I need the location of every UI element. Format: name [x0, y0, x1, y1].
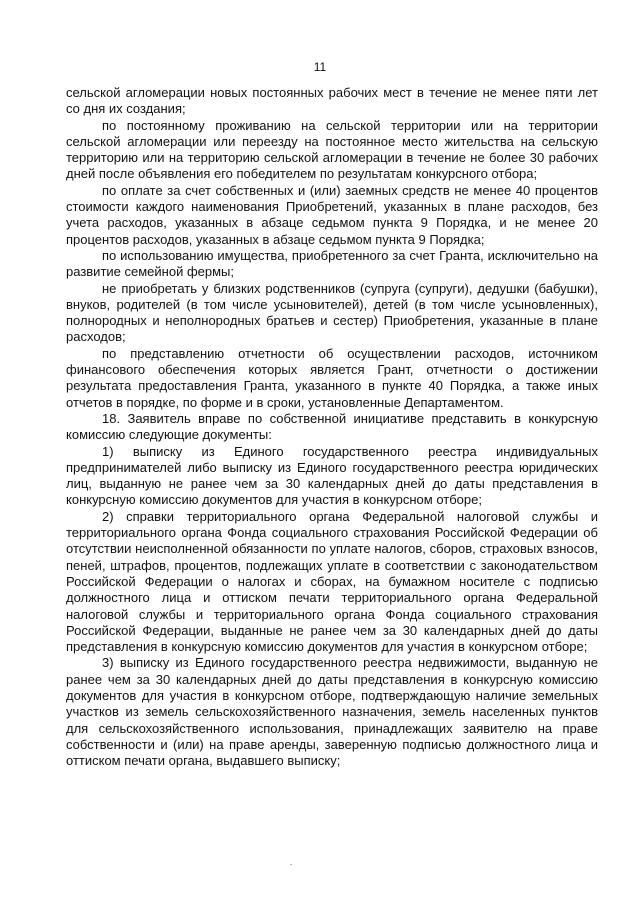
paragraph-continuation: сельской агломерации новых постоянных рабочих мест в течение не менее пяти лет со дня их создания;	[66, 85, 598, 117]
paragraph-subitem-2: 2) справки территориального органа Федеральной налоговой службы и территориального органа Фонда социального страхования Российской Федерации об отсутствии неисполненной обязанности по уплате налогов, сборов, страховых взносов, пеней, штрафов, процентов, подлежащих уплате в соответствии с законодательством Российской Федерации о налогах и сборах, на бумажном носителе с подписью должностного лица и оттиском печати территориального органа Федеральной налоговой службы и территориального органа Фонда социального страхования Российской Федерации, выданные не ранее чем за 30 календарных дней до даты представления в конкурсную комиссию документов для участия в конкурсном отборе;	[66, 508, 598, 655]
scan-speck	[290, 864, 292, 865]
page-number: 11	[313, 60, 327, 74]
paragraph-item-18: 18. Заявитель вправе по собственной инициативе представить в конкурсную комиссию следующие документы:	[66, 410, 598, 443]
paragraph-subitem-3: 3) выписку из Единого государственного реестра недвижимости, выданную не ранее чем за 30 календарных дней до даты представления в конкурсную комиссию документов для участия в конкурсном отборе, подтверждающую наличие земельных участков из земель сельскохозяйственного назначения, земель населенных пунктов для сельскохозяйственного использования, принадлежащих заявителю на праве собственности и (или) на праве аренды, заверенную подписью должностного лица и оттиском печати органа, выдавшего выписку;	[66, 655, 598, 769]
paragraph-residence-obligation: по постоянному проживанию на сельской территории или на территории сельской агломерации или переезду на постоянное место жительства на сельскую территорию или на территорию сельской агломерации в течение не более 30 рабочих дней после объявления его победителем по результатам конкурсного отбора;	[66, 117, 598, 182]
paragraph-subitem-1: 1) выписку из Единого государственного реестра индивидуальных предпринимателей либо выписку из Единого государственного реестра юридических лиц, выданную не ранее чем за 30 календарных дней до даты представления в конкурсную комиссию документов для участия в конкурсном отборе;	[66, 443, 598, 508]
document-body	[66, 85, 598, 769]
paragraph-payment-obligation: по оплате за счет собственных и (или) заемных средств не менее 40 процентов стоимости каждого наименования Приобретений, указанных в плане расходов, без учета расходов, указанных в абзаце седьмом пункта 9 Порядка, и не менее 20 процентов расходов, указанных в абзаце седьмом пункта 9 Порядка;	[66, 182, 598, 247]
paragraph-reporting-obligation: по представлению отчетности об осуществлении расходов, источником финансового обеспечения которых является Грант, отчетности о достижении результата предоставления Гранта, указанного в пункте 40 Порядка, а также иных отчетов в порядке, по форме и в сроки, установленные Департаментом.	[66, 345, 598, 410]
paragraph-relatives-restriction: не приобретать у близких родственников (супруга (супруги), дедушки (бабушки), внуков, родителей (в том числе усыновителей), детей (в том числе усыновленных), полнородных и неполнородных братьев и сестер) Приобретения, указанные в плане расходов;	[66, 280, 598, 345]
paragraph-property-use-obligation: по использованию имущества, приобретенного за счет Гранта, исключительно на развитие семейной фермы;	[66, 247, 598, 280]
